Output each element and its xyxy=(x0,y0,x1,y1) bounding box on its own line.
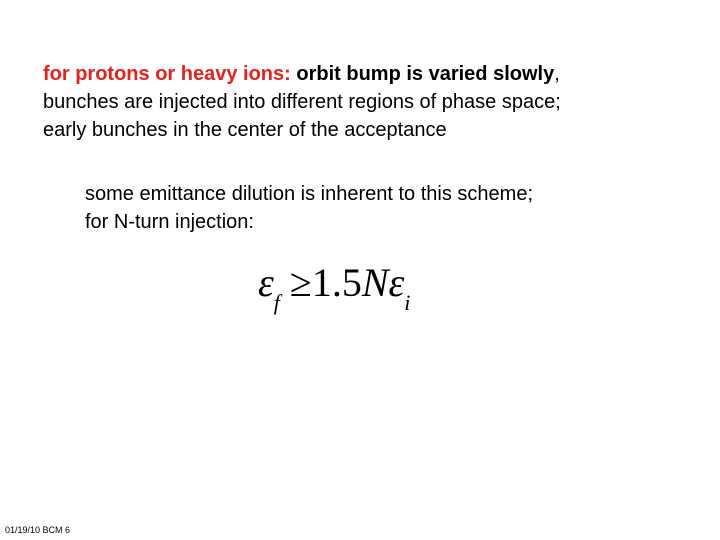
sub-line-1: some emittance dilution is inherent to this scheme; xyxy=(85,183,533,205)
formula-lhs-subscript: f xyxy=(273,290,280,315)
main-paragraph xyxy=(43,60,703,144)
formula-relation: ≥ xyxy=(289,260,312,305)
formula-rhs-symbol: ε xyxy=(388,260,405,305)
formula-coefficient: 1.5 xyxy=(311,260,362,305)
formula-rhs-subscript: i xyxy=(404,290,411,315)
main-line-2: bunches are injected into different regions of phase space; xyxy=(43,91,561,113)
formula-lhs-symbol: ε xyxy=(258,260,274,305)
highlight-lead: for protons or heavy ions: xyxy=(43,63,291,85)
sub-line-2: for N-turn injection: xyxy=(85,211,254,233)
main-line-3: early bunches in the center of the acceptance xyxy=(43,119,447,141)
emphasis-punctuation: , xyxy=(554,63,560,85)
slide-footer: 01/19/10 BCM 6 xyxy=(5,525,71,535)
main-line-1 xyxy=(43,60,703,88)
emittance-formula xyxy=(258,255,478,325)
formula-variable: N xyxy=(361,260,389,305)
sub-paragraph xyxy=(85,180,705,236)
emphasis-text: orbit bump is varied slowly xyxy=(296,63,555,85)
